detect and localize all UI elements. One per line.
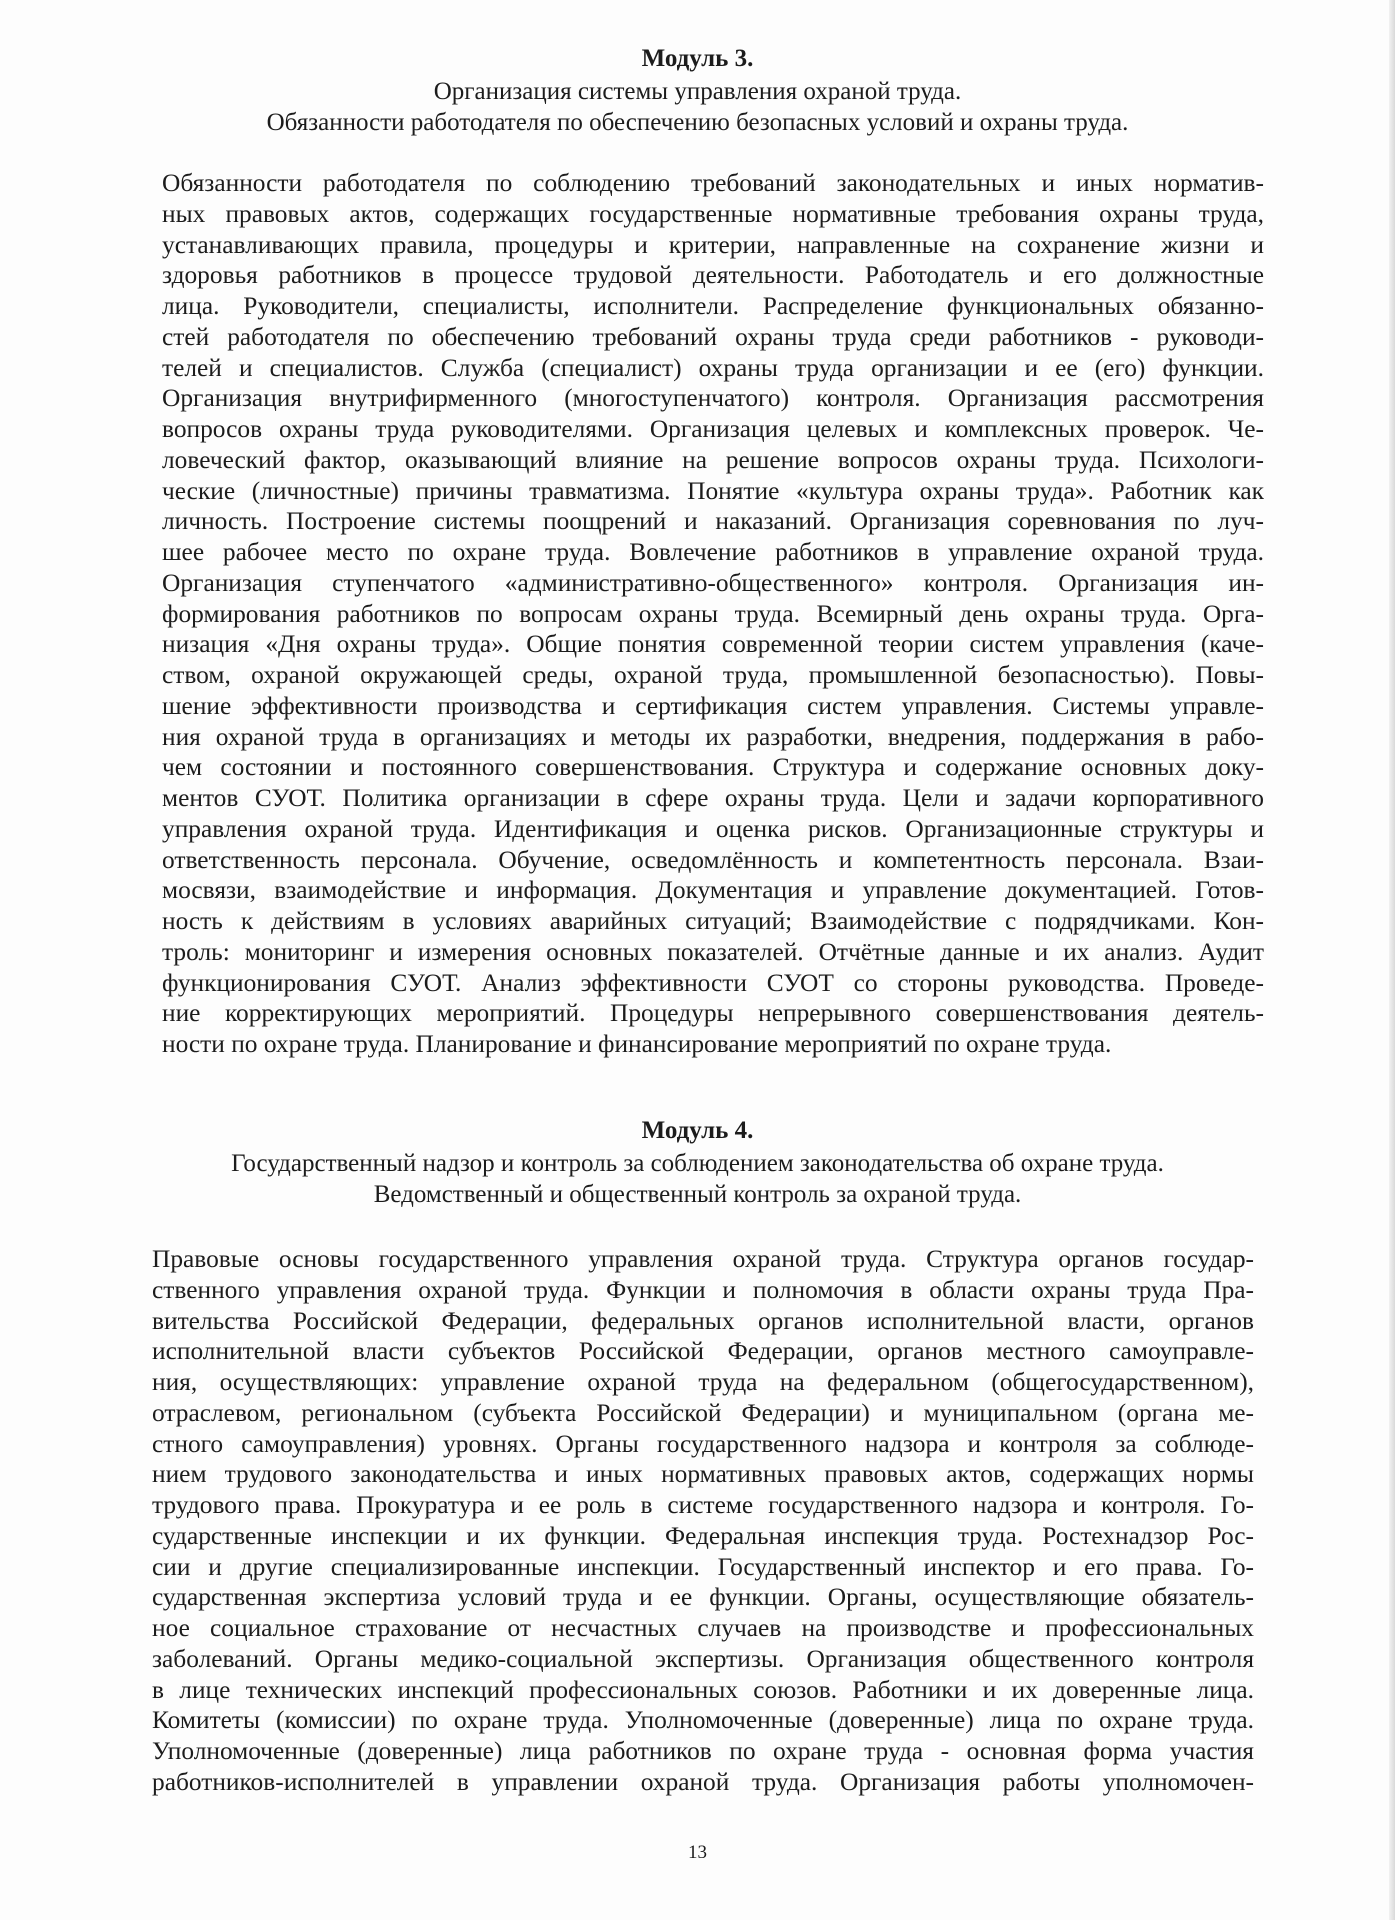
text-line: ответственность персонала. Обучение, осведомлённость и компетентность персонала. Взаи- xyxy=(162,845,1264,874)
module-3-subtitle-1: Организация системы управления охраной труда. xyxy=(433,78,962,105)
text-line: формирования работников по вопросам охраны труда. Всемирный день охраны труда. Орга- xyxy=(162,599,1264,628)
page-edge-shadow xyxy=(1389,0,1395,1920)
text-line: ние корректирующих мероприятий. Процедуры непрерывного совершенствования деятель- xyxy=(162,999,1264,1028)
text-line: ментов СУОТ. Политика организации в сфере охраны труда. Цели и задачи корпоративного xyxy=(162,784,1264,812)
text-line: вительства Российской Федерации, федеральных органов исполнительной власти, органов xyxy=(152,1306,1254,1335)
text-line: мосвязи, взаимодействие и информация. Документация и управление документацией. Готов- xyxy=(162,876,1264,905)
text-line: ния, осуществляющих: управление охраной труда на федеральном (общегосударственном), xyxy=(152,1368,1254,1396)
page-number: 13 xyxy=(688,1842,707,1863)
text-line: стного самоуправления) уровнях. Органы государственного надзора и контроля за соблюде- xyxy=(152,1429,1254,1458)
text-line: управления охраной труда. Идентификация и оценка рисков. Организационные структуры и xyxy=(162,814,1264,843)
text-line: стей работодателя по обеспечению требований охраны труда среди работников - руководи- xyxy=(162,322,1264,351)
text-line: шее рабочее место по охране труда. Вовлечение работников в управление охраной труда. xyxy=(162,538,1264,566)
text-line: ственного управления охраной труда. Функции и полномочия в области охраны труда Пра- xyxy=(152,1275,1254,1304)
text-line: Организация ступенчатого «административно-общественного» контроля. Организация ин- xyxy=(162,568,1264,597)
text-line: здоровья работников в процессе трудовой деятельности. Работодатель и его должностные xyxy=(162,261,1264,290)
text-line: заболеваний. Органы медико-социальной экспертизы. Организация общественного контроля xyxy=(152,1644,1254,1673)
text-line: Правовые основы государственного управления охраной труда. Структура органов государ- xyxy=(152,1245,1254,1273)
module-3-title: Модуль 3. xyxy=(641,45,754,72)
text-line: сударственные инспекции и их функции. Федеральная инспекция труда. Ростехнадзор Рос- xyxy=(152,1521,1254,1550)
text-line: лица. Руководители, специалисты, исполнители. Распределение функциональных обязанно- xyxy=(162,292,1264,320)
text-line: Уполномоченные (доверенные) лица работников по охране труда - основная форма участия xyxy=(152,1737,1254,1765)
text-line: шение эффективности производства и сертификация систем управления. Системы управле- xyxy=(162,691,1264,720)
text-line: Организация внутрифирменного (многоступенчатого) контроля. Организация рассмотрения xyxy=(162,384,1264,413)
text-line: низация «Дня охраны труда». Общие понятия современной теории систем управления (каче- xyxy=(162,630,1264,659)
text-line: исполнительной власти субъектов Российской Федерации, органов местного самоуправле- xyxy=(152,1337,1254,1366)
text-line: трудового права. Прокуратура и ее роль в системе государственного надзора и контроля. Го- xyxy=(152,1491,1254,1519)
text-line: ния охраной труда в организациях и методы их разработки, внедрения, поддержания в рабо- xyxy=(162,722,1264,751)
text-line: функционирования СУОТ. Анализ эффективности СУОТ со стороны руководства. Проведе- xyxy=(162,968,1264,997)
text-line: ное социальное страхование от несчастных случаев на производстве и профессиональных xyxy=(152,1614,1254,1642)
text-line: ности по охране труда. Планирование и финансирование мероприятий по охране труда. xyxy=(162,1030,1112,1058)
module-4-body xyxy=(152,1244,1254,1798)
text-line: сии и другие специализированные инспекции. Государственный инспектор и его права. Го- xyxy=(152,1552,1254,1581)
module-4-subtitle-1: Государственный надзор и контроль за соблюдением законодательства об охране труда. xyxy=(231,1150,1164,1177)
text-line: устанавливающих правила, процедуры и критерии, направленные на сохранение жизни и xyxy=(162,230,1264,259)
text-line: ством, охраной окружающей среды, охраной труда, промышленной безопасностью). Повы- xyxy=(162,661,1264,689)
text-line: личность. Построение системы поощрений и наказаний. Организация соревнования по луч- xyxy=(162,507,1264,536)
module-4-subtitle-2: Ведомственный и общественный контроль за охраной труда. xyxy=(373,1181,1022,1208)
text-line: чем состоянии и постоянного совершенствования. Структура и содержание основных доку- xyxy=(162,753,1264,782)
text-line: работников-исполнителей в управлении охраной труда. Организация работы уполномочен- xyxy=(152,1767,1254,1796)
text-line: телей и специалистов. Служба (специалист) охраны труда организации и ее (его) функции. xyxy=(162,353,1264,382)
text-line: в лице технических инспекций профессиональных союзов. Работники и их доверенные лица. xyxy=(152,1675,1254,1704)
text-line: троль: мониторинг и измерения основных показателей. Отчётные данные и их анализ. Аудит xyxy=(162,937,1264,966)
text-line: ческие (личностные) причины травматизма. Понятие «культура охраны труда». Работник как xyxy=(162,476,1264,505)
text-line: вопросов охраны труда руководителями. Организация целевых и комплексных проверок. Че- xyxy=(162,415,1264,443)
module-3-body xyxy=(162,168,1264,1060)
module-4-title: Модуль 4. xyxy=(641,1117,754,1144)
text-line: Обязанности работодателя по соблюдению требований законодательных и иных норматив- xyxy=(162,169,1264,197)
text-line: ных правовых актов, содержащих государственные нормативные требования охраны труда, xyxy=(162,199,1264,228)
text-line: нием трудового законодательства и иных нормативных правовых актов, содержащих нормы xyxy=(152,1460,1254,1489)
text-line: Комитеты (комиссии) по охране труда. Уполномоченные (доверенные) лица по охране труда. xyxy=(152,1706,1254,1735)
module-3-subtitle-2: Обязанности работодателя по обеспечению безопасных условий и охраны труда. xyxy=(266,109,1129,136)
text-line: ловеческий фактор, оказывающий влияние на решение вопросов охраны труда. Психологи- xyxy=(162,445,1264,474)
text-line: отраслевом, региональном (субъекта Российской Федерации) и муниципальном (органа ме- xyxy=(152,1398,1254,1427)
text-line: сударственная экспертиза условий труда и ее функции. Органы, осуществляющие обязатель- xyxy=(152,1583,1254,1612)
text-line: ность к действиям в условиях аварийных ситуаций; Взаимодействие с подрядчиками. Кон- xyxy=(162,907,1264,935)
